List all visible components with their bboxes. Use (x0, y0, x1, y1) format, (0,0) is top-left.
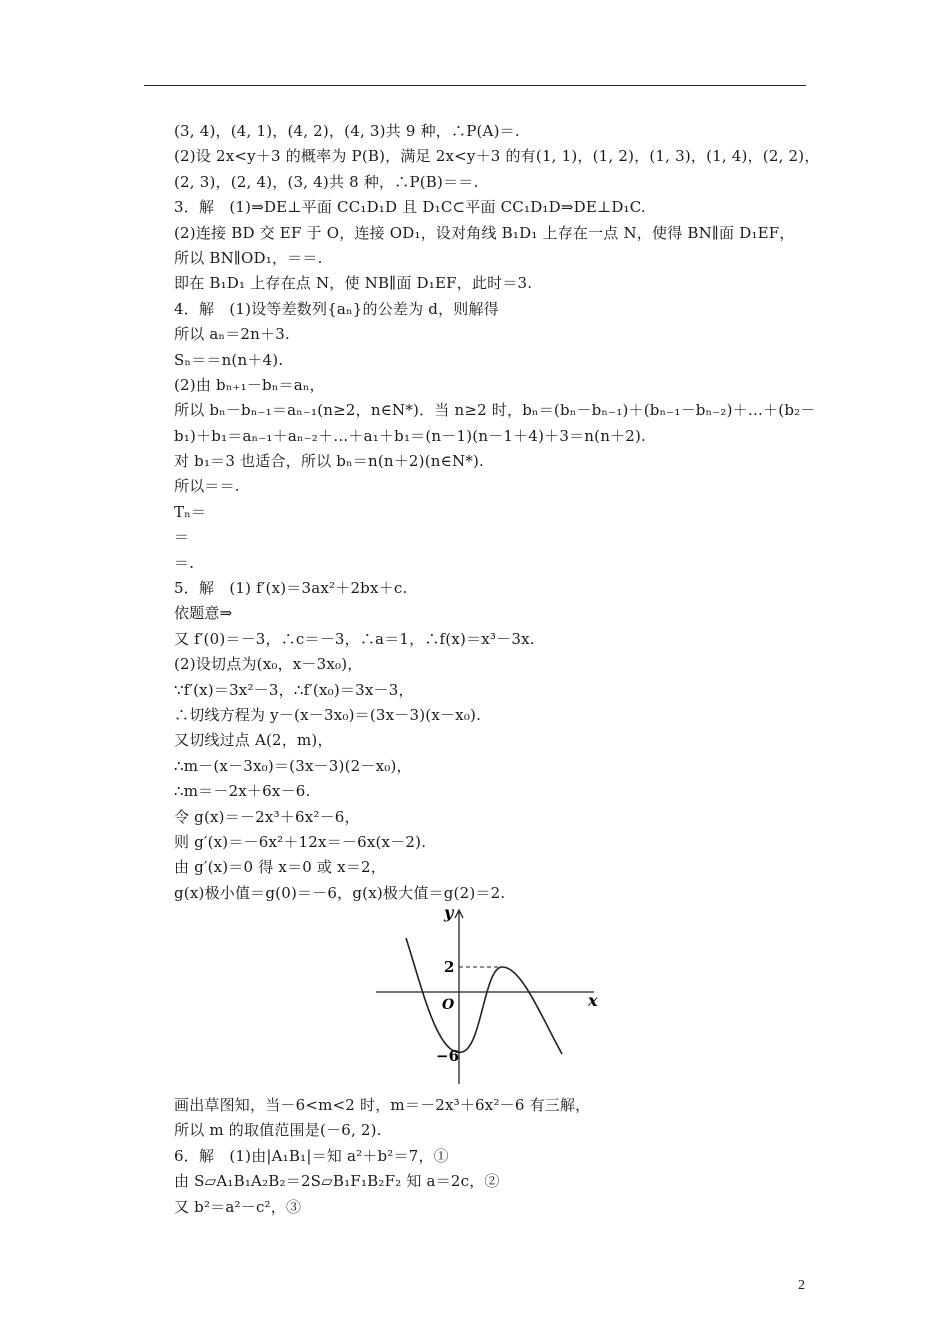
text-line: 又 b²＝a²－c²，③ (174, 1197, 302, 1216)
text-line: 由 S▱A₁B₁A₂B₂＝2S▱B₁F₁B₂F₂ 知 a＝2c，② (174, 1172, 500, 1191)
text-line: ＝. (174, 553, 195, 572)
text-line: 所以 aₙ＝2n＋3. (174, 325, 290, 344)
text-line: b₁)＋b₁＝aₙ₋₁＋aₙ₋₂＋…＋a₁＋b₁＝(n－1)(n－1＋4)＋3＝n(n＋2). (174, 426, 647, 445)
text-line: 4．解 (1)设等差数列{aₙ}的公差为 d，则解得 (174, 299, 499, 318)
text-line: 对 b₁＝3 也适合，所以 bₙ＝n(n＋2)(n∈N*). (174, 452, 484, 471)
text-line: ∴m＝－2x＋6x－6. (174, 782, 311, 801)
text-line: (2)由 bₙ₊₁－bₙ＝aₙ， (174, 375, 325, 394)
text-line: 即在 B₁D₁ 上存在点 N，使 NB∥面 D₁EF，此时＝3. (174, 274, 533, 293)
text-line: 所以 bₙ－bₙ₋₁＝aₙ₋₁(n≥2，n∈N*)．当 n≥2 时，bₙ＝(bₙ－bₙ₋₁)＋(bₙ₋₁－bₙ₋₂)＋…＋(b₂－ (174, 401, 816, 420)
text-line: 所以＝＝. (174, 477, 240, 496)
text-line: 5．解 (1) f′(x)＝3ax²＋2bx＋c. (174, 579, 408, 598)
text-line: (2)设 2x<y＋3 的概率为 P(B)，满足 2x<y＋3 的有(1, 1)，(1, 2)，(1, 3)，(1, 4)，(2, 2)， (174, 147, 820, 166)
text-line: Sₙ＝＝n(n＋4). (174, 350, 284, 369)
text-line: 又 f′(0)＝－3，∴c＝－3，∴a＝1，∴f(x)＝x³－3x. (174, 629, 535, 648)
text-line: ∴切线方程为 y－(x－3x₀)＝(3x－3)(x－x₀). (174, 705, 482, 724)
text-line: ＝ (174, 528, 190, 547)
text-line: (2)连接 BD 交 EF 于 O，连接 OD₁，设对角线 B₁D₁ 上存在一点 N，使得 BN∥面 D₁EF， (174, 223, 795, 242)
text-line: 6．解 (1)由|A₁B₁|＝知 a²＋b²＝7，① (174, 1146, 449, 1165)
text-line: 又切线过点 A(2，m)， (174, 731, 333, 750)
text-line: 令 g(x)＝－2x³＋6x²－6， (174, 807, 360, 826)
text-line: 依题意⇒ (174, 604, 233, 623)
cubic-curve (406, 938, 562, 1054)
text-line: 由 g′(x)＝0 得 x＝0 或 x＝2， (174, 858, 386, 877)
text-line: 所以 BN∥OD₁，＝＝. (174, 248, 323, 267)
x-axis-label: x (588, 991, 598, 1010)
solution-text-top (174, 119, 820, 906)
text-line: Tₙ＝ (174, 502, 207, 521)
text-line: (3, 4)，(4, 1)，(4, 2)，(4, 3)共 9 种，∴P(A)＝. (174, 122, 520, 140)
text-line: g(x)极小值＝g(0)＝－6，g(x)极大值＝g(2)＝2. (174, 883, 506, 902)
cubic-sketch-figure (372, 898, 604, 1088)
text-line: (2, 3)，(2, 4)，(3, 4)共 8 种，∴P(B)＝＝. (174, 172, 479, 191)
origin-label: O (442, 997, 455, 1013)
text-line: 画出草图知，当－6<m<2 时，m＝－2x³＋6x²－6 有三解， (174, 1096, 591, 1114)
solution-text-bottom (174, 1093, 814, 1220)
text-line: (2)设切点为(x₀，x－3x₀)， (174, 655, 363, 674)
text-line: 则 g′(x)＝－6x²＋12x＝－6x(x－2). (174, 832, 427, 851)
text-line: 3．解 (1)⇒DE⊥平面 CC₁D₁D 且 D₁C⊂平面 CC₁D₁D⇒DE⊥D₁C. (174, 198, 646, 217)
max-value-label: 2 (444, 958, 455, 976)
text-line: 所以 m 的取值范围是(－6, 2). (174, 1121, 382, 1140)
header-rule (144, 85, 806, 86)
min-value-label: −6 (436, 1047, 460, 1065)
text-line: ∴m－(x－3x₀)＝(3x－3)(2－x₀)， (174, 756, 412, 775)
y-axis-label: y (444, 903, 454, 922)
text-line: ∵f′(x)＝3x²－3，∴f′(x₀)＝3x－3， (174, 680, 414, 699)
page-number: 2 (798, 1278, 805, 1293)
